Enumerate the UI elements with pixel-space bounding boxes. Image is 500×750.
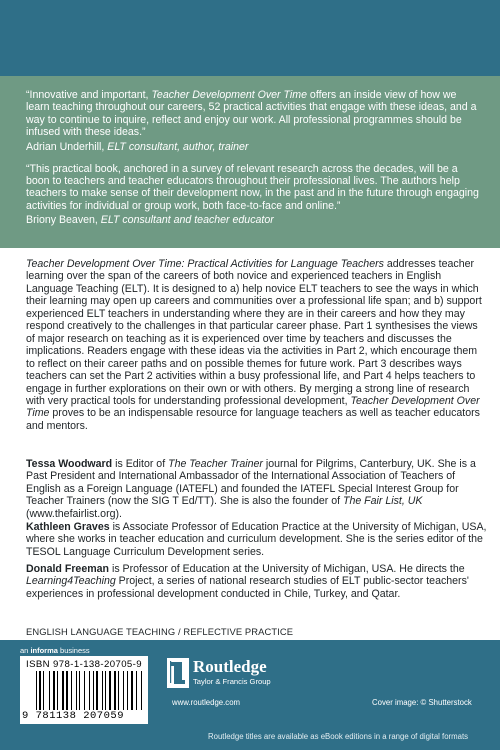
publisher-website: www.routledge.com — [172, 698, 241, 707]
endorsement-quote-1: “Innovative and important, Teacher Development Over Time offers an inside view of how we learn teaching throughout our careers, 52 practical activities that engage with these ideas, and a way to continue to inquire, reflect and enjoy our work. All professional programmes should be infused with these ideas.” — [26, 89, 477, 139]
isbn-barcode — [20, 656, 148, 724]
barcode-bar — [129, 671, 130, 710]
top-color-band — [0, 0, 500, 76]
barcode-bar — [141, 671, 142, 710]
barcode-bar — [93, 671, 94, 710]
barcode-bar — [86, 671, 87, 710]
barcode-bar — [99, 671, 101, 710]
barcode-bar — [43, 671, 44, 710]
barcode-bar — [50, 671, 52, 710]
barcode-bar — [123, 671, 124, 710]
barcode-bar — [64, 671, 65, 710]
publisher-name: Routledge — [193, 657, 267, 676]
book-description: Teacher Development Over Time: Practical Activities for Language Teachers addresses teacher learning over the span of the careers of both novice and experienced teachers in English Language Teaching (ELT). It is designed to a) help novice ELT teachers to see the ways in which their learning may open up careers and communities over a professional life span; and b) support experienced ELT teachers in understanding where they are in their careers and how they may respond creatively to the challenges in that particular career phase. Part 1 synthesises the views of major research on teaching as it is experienced over time by teachers and discusses the implications. Readers engage with these ideas via the activities in Part 2, which encourage them to reflect on their career paths and on possible themes for future work. Part 3 describes ways teachers can set the Part 2 activities within a busy professional life, and Part 4 helps teachers to engage in further explorations on their own or with others. By merging a strong line of research with very practical tools for understanding professional development, Teacher Development Over Time proves to be an indispensable resource for language teachers as well as teacher educators and mentors. — [26, 258, 482, 432]
barcode-bar — [37, 671, 38, 710]
routledge-logo-icon — [167, 658, 189, 688]
barcode-bar — [39, 671, 41, 710]
barcode-bar — [136, 671, 137, 710]
publisher-group: Taylor & Francis Group — [193, 677, 271, 686]
barcode-bar — [45, 671, 47, 710]
barcode-bar — [131, 671, 133, 710]
barcode-digits: 9 781138 207059 — [22, 710, 125, 722]
author-bio-woodward: Tessa Woodward is Editor of The Teacher Trainer journal for Pilgrims, Canterbury, UK. She is a Past President and International Ambassador of the International Association of Teachers of English as a Foreign Language (IATEFL) and founded the IATEFL Special Interest Group for Teacher Trainers (now the SIG T Ed/TT). She is also the founder of The Fair List, UK (www.thefairlist.org). — [26, 458, 476, 520]
endorsement-attribution-2: Briony Beaven, ELT consultant and teacher educator — [26, 214, 274, 227]
isbn-label: ISBN 978-1-138-20705-9 — [26, 659, 142, 670]
barcode-bar — [96, 671, 98, 710]
barcode-bar — [118, 671, 119, 710]
informa-business-label: an informa business — [20, 646, 90, 655]
barcode-bar — [66, 671, 68, 710]
cover-footer — [0, 640, 500, 750]
barcode-bar — [103, 671, 104, 710]
author-bio-freeman: Donald Freeman is Professor of Education at the University of Michigan, USA. He directs the Learning4Teaching Project, a series of national research studies of ELT public-sector teachers' experiences in professional development conducted in Chile, Turkey, and Qatar. — [26, 563, 469, 600]
barcode-bars — [36, 671, 142, 710]
barcode-bar — [77, 671, 78, 710]
endorsements-panel — [0, 76, 500, 248]
author-bio-graves: Kathleen Graves is Associate Professor of Education Practice at the University of Michigan, USA, where she works in teacher education and curriculum development. She is the series editor of the TESOL Language Curriculum Development series. — [26, 521, 487, 558]
barcode-bar — [72, 671, 74, 710]
barcode-bar — [90, 671, 92, 710]
barcode-bar — [84, 671, 86, 710]
subject-category: ENGLISH LANGUAGE TEACHING / REFLECTIVE PRACTICE — [26, 626, 294, 637]
barcode-bar — [109, 671, 111, 710]
barcode-bar — [137, 671, 139, 710]
barcode-bar — [79, 671, 80, 710]
cover-image-credit: Cover image: © Shutterstock — [372, 698, 472, 707]
barcode-bar — [53, 671, 55, 710]
barcode-bar — [71, 671, 72, 710]
barcode-bar — [105, 671, 106, 710]
endorsement-attribution-1: Adrian Underhill, ELT consultant, author, trainer — [26, 140, 249, 153]
barcode-bar — [116, 671, 117, 710]
barcode-bar — [112, 671, 113, 710]
ebook-availability-note: Routledge titles are available as eBook editions in a range of digital formats — [208, 732, 469, 741]
barcode-bar — [57, 671, 58, 710]
barcode-bar — [124, 671, 126, 710]
barcode-bar — [59, 671, 60, 710]
endorsement-quote-2: “This practical book, anchored in a survey of relevant research across the decades, will be a boon to teachers and teacher educators throughout their professional lives. The authors help teachers to make sense of their development now, in the past and in the future through engaging activities for individual or group work, both face-to-face and online.” — [26, 162, 479, 212]
